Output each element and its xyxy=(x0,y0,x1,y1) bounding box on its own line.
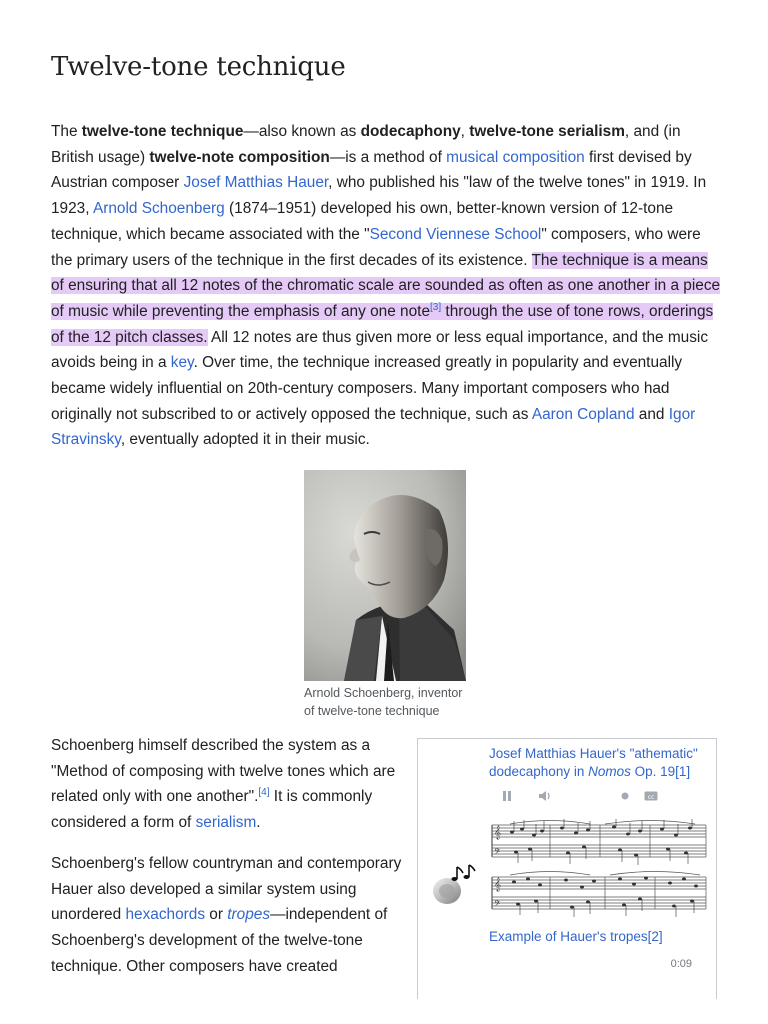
paragraph-hauer-tropes: Schoenberg's fellow countryman and contemporary Hauer also developed a similar system using unordered hexachords or tropes—independent of Schoenberg's development of the twelve-tone technique. Other composers have created xyxy=(51,854,402,975)
link-musical-composition[interactable]: musical composition xyxy=(446,148,585,166)
audio-player-box xyxy=(417,738,717,999)
speaker-icon xyxy=(431,861,479,909)
link-key[interactable]: key xyxy=(170,354,194,372)
svg-text:𝄢: 𝄢 xyxy=(494,900,501,911)
citation-3[interactable]: [3] xyxy=(430,301,442,313)
svg-text:𝄞: 𝄞 xyxy=(494,825,502,839)
intro-paragraph: The twelve-tone technique—also known as dodecaphony, twelve-tone serialism, and (in British usage) twelve-note composition—is a method of musical composition first devised by Austrian composer Josef Matthias Hauer, who published his "law of the twelve tones" in 1919. In 1923, Arnold Schoenberg (1874–1951) developed his own, better-known version of 12-tone technique, which became associated with the "Second Viennese School" composers, who were the primary users of the technique in the first decades of its existence. The technique is a means of ensuring that all 12 notes of the chromatic scale are sounded as often as one another in a piece of music while preventing the emphasis of any one note[3] through the use of tone rows, orderings of the 12 pitch classes. All 12 notes are thus given more or less equal importance, and the music avoids being in a key. Over time, the technique increased greatly in popularity and eventually became widely influential on 20th-century composers. Many important composers who had originally not subscribed to or actively opposed the technique, such as Aaron Copland and Igor Stravinsky, eventually adopted it in their music. xyxy=(51,123,721,449)
score-image[interactable] xyxy=(490,819,708,947)
svg-text:𝄢: 𝄢 xyxy=(494,848,501,859)
svg-text:𝄞: 𝄞 xyxy=(494,877,502,891)
figure-caption: Arnold Schoenberg, inventor of twelve-tone technique xyxy=(304,686,463,718)
volume-icon[interactable] xyxy=(538,790,552,806)
audio-duration: 0:09 xyxy=(670,958,692,970)
record-icon[interactable] xyxy=(620,790,630,806)
cc-icon[interactable] xyxy=(644,790,658,806)
paragraph-schoenberg-system: Schoenberg himself described the system as a "Method of composing with twelve tones which are related only with one another".[4] It is commonly considered a form of serialism. xyxy=(51,737,396,832)
highlighted-text: The technique is a means of ensuring that all 12 notes of the chromatic scale are sounded as often as one another in a piece of music while preventing the emphasis of any one note[3] through the use of tone rows, orderings of the 12 pitch classes. xyxy=(51,251,721,346)
link-tropes[interactable]: tropes xyxy=(227,906,271,924)
audio-caption[interactable]: Example of Hauer's tropes[2] xyxy=(489,929,663,944)
pause-icon[interactable] xyxy=(502,790,512,806)
link-serialism[interactable]: serialism xyxy=(195,814,257,832)
schoenberg-figure xyxy=(304,470,466,720)
citation-4[interactable]: [4] xyxy=(258,787,270,799)
link-josef-matthias-hauer[interactable]: Josef Matthias Hauer xyxy=(183,174,329,192)
audio-title[interactable]: Josef Matthias Hauer's "athematic" dodecaphony in Nomos Op. 19[1] xyxy=(489,746,698,779)
page-title: Twelve-tone technique xyxy=(51,52,346,82)
link-arnold-schoenberg[interactable]: Arnold Schoenberg xyxy=(92,200,225,218)
link-aaron-copland[interactable]: Aaron Copland xyxy=(531,405,635,423)
link-igor-stravinsky[interactable]: Igor Stravinsky xyxy=(51,405,696,449)
audio-controls xyxy=(502,790,662,806)
body-column xyxy=(51,733,407,994)
svg-text:cc: cc xyxy=(647,794,655,801)
link-second-viennese-school[interactable]: Second Viennese School xyxy=(369,225,542,243)
link-hexachords[interactable]: hexachords xyxy=(125,906,206,924)
schoenberg-photo[interactable] xyxy=(304,470,466,681)
